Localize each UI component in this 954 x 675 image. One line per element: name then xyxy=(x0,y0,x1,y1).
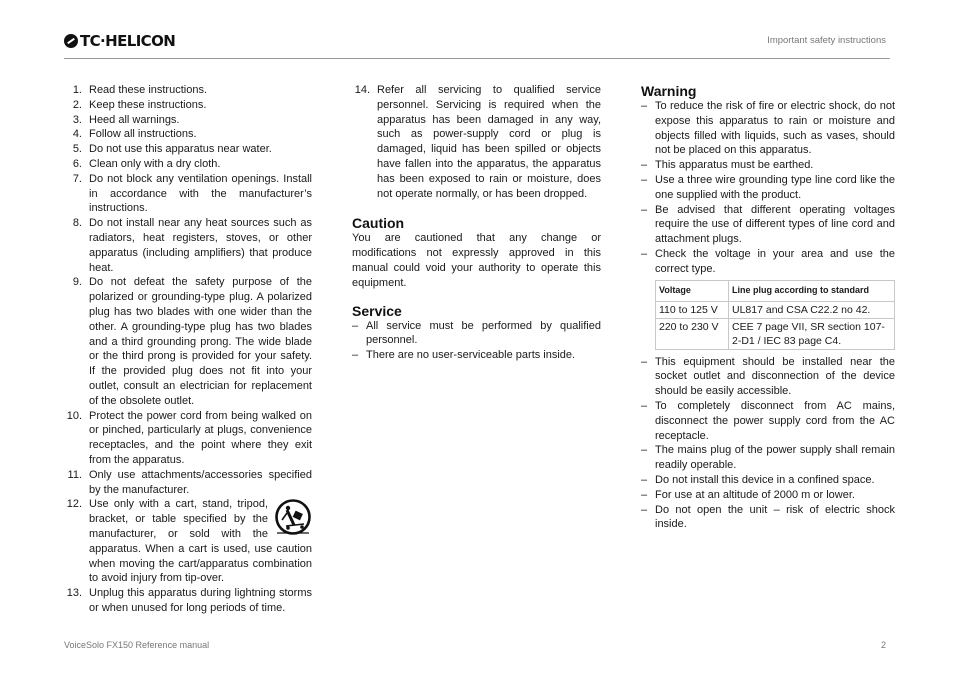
list-item: – Use a three wire grounding type line cord like the one supplied with the product. xyxy=(641,173,895,201)
instruction-number: 6. xyxy=(72,157,82,170)
instruction-number: 8. xyxy=(72,217,82,230)
warning-list xyxy=(641,99,895,277)
warning-item-text: This equipment should be installed near the socket outlet and disconnection of the device should be easily accessible. xyxy=(655,355,895,398)
instruction-item xyxy=(64,275,312,408)
instruction-item xyxy=(64,142,312,157)
instruction-item xyxy=(64,216,312,275)
instruction-item xyxy=(352,83,601,201)
list-item: – For use at an altitude of 2000 m or lower. xyxy=(641,488,895,503)
cart-tip-over-warning-icon xyxy=(274,498,312,538)
list-item: – This equipment should be installed near the socket outlet and disconnection of the device should be easily accessible. xyxy=(641,355,895,398)
list-item: – Check the voltage in your area and use the correct type. xyxy=(641,247,895,275)
table-header-row xyxy=(656,280,895,301)
instruction-text: Keep these instructions. xyxy=(89,98,207,111)
instruction-item xyxy=(64,157,312,172)
instruction-item xyxy=(64,172,312,216)
instruction-item xyxy=(64,113,312,128)
instruction-text-with-icon xyxy=(89,497,312,586)
warning-item-text: To reduce the risk of fire or electric shock, do not expose this apparatus to rain or moisture and objects filled with liquids, such as vases, should not be placed on this apparatus. xyxy=(655,100,895,157)
instruction-text: Refer all servicing to qualified service personnel. Servicing is required when the apparatus has been damaged in any way, such as power-supply cord or plug is damaged, liquid has been spilled or objects have fallen into the apparatus, the apparatus has been exposed to rain or moisture, does not operate normally, or has been dropped. xyxy=(377,84,601,200)
instructions-list-continued xyxy=(352,83,601,201)
instruction-number: 1. xyxy=(72,84,82,96)
instruction-text: Do not install near any heat sources such as radiators, heat registers, stoves, or other apparatus (including amplifiers) that produce heat. xyxy=(89,217,312,274)
instructions-column-2 xyxy=(352,83,601,363)
list-item: – This apparatus must be earthed. xyxy=(641,158,895,173)
list-item: – Be advised that different operating voltages require the use of different types of line cord and attachment plugs. xyxy=(641,203,895,246)
section-title: Important safety instructions xyxy=(767,35,886,46)
list-item: – All service must be performed by qualified personnel. xyxy=(352,319,601,347)
instruction-item xyxy=(64,586,312,616)
instruction-text: Follow all instructions. xyxy=(89,128,197,141)
warning-item-text: To completely disconnect from AC mains, disconnect the power supply cord from the AC receptacle. xyxy=(655,399,895,442)
warning-list-continued xyxy=(641,355,895,533)
list-item: – The mains plug of the power supply shall remain readily operable. xyxy=(641,444,895,472)
footer-page-number: 2 xyxy=(881,640,887,650)
instruction-text: Heed all warnings. xyxy=(89,113,180,126)
instruction-item xyxy=(64,409,312,468)
instruction-item xyxy=(64,98,312,113)
table-row xyxy=(656,318,895,349)
instruction-text: Only use attachments/accessories specified by the manufacturer. xyxy=(89,468,312,496)
service-item-text: All service must be performed by qualified personnel. xyxy=(366,319,601,347)
table-cell: 220 to 230 V xyxy=(656,318,729,349)
instruction-text: Use only with a cart, stand, tripod, bracket, or table specified by the manufacturer, or sold with the apparatus. When a cart is used, use caution when moving the cart/apparatus combination to avoid injury from tip-over. xyxy=(89,498,312,585)
instructions-column-1 xyxy=(64,83,312,616)
list-item: – There are no user-serviceable parts inside. xyxy=(352,348,601,363)
list-item: – Do not install this device in a confined space. xyxy=(641,473,895,488)
service-list xyxy=(352,319,601,363)
instruction-number: 5. xyxy=(72,143,82,156)
instruction-item xyxy=(64,83,312,98)
instruction-text: Unplug this apparatus during lightning storms or when unused for long periods of time. xyxy=(89,587,312,614)
warning-item-text: This apparatus must be earthed. xyxy=(655,159,814,172)
table-cell: CEE 7 page VII, SR section 107-2-D1 / IEC 83 page C4. xyxy=(729,318,895,349)
instruction-text: Read these instructions. xyxy=(89,84,208,96)
warning-column xyxy=(641,83,895,532)
table-cell: 110 to 125 V xyxy=(656,301,729,318)
caution-heading: Caution xyxy=(352,215,405,232)
instruction-item xyxy=(64,497,312,586)
table-row xyxy=(656,301,895,318)
footer-manual-title: VoiceSolo FX150 Reference manual xyxy=(64,640,210,650)
table-header-voltage: Voltage xyxy=(656,280,729,301)
warning-item-text: Check the voltage in your area and use the correct type. xyxy=(655,247,895,275)
instruction-text: Do not use this apparatus near water. xyxy=(89,143,272,156)
tc-helicon-logo-icon xyxy=(64,34,78,48)
instruction-number: 14. xyxy=(354,84,370,96)
instruction-number: 7. xyxy=(72,172,82,185)
instruction-item xyxy=(64,127,312,142)
instruction-number: 11. xyxy=(67,468,82,481)
service-heading: Service xyxy=(352,302,402,319)
instruction-text: Clean only with a dry cloth. xyxy=(89,157,221,170)
list-item: – Do not open the unit – risk of electric shock inside. xyxy=(641,503,895,531)
warning-item-text: For use at an altitude of 2000 m or lower. xyxy=(655,488,855,501)
warning-item-text: Use a three wire grounding type line cord like the one supplied with the product. xyxy=(655,173,895,201)
table-cell: UL817 and CSA C22.2 no 42. xyxy=(729,301,895,318)
page-header xyxy=(64,30,890,59)
instructions-list xyxy=(64,83,312,616)
instruction-item xyxy=(64,468,312,498)
instruction-number: 2. xyxy=(72,98,82,111)
warning-item-text: Do not open the unit – risk of electric shock inside. xyxy=(655,503,895,531)
instruction-number: 13. xyxy=(66,587,82,600)
warning-item-text: Do not install this device in a confined space. xyxy=(655,473,875,486)
instruction-text: Protect the power cord from being walked on or pinched, particularly at plugs, convenience receptacles, and the point where they exit from the apparatus. xyxy=(89,409,312,466)
table-header-line-plug: Line plug according to standard xyxy=(729,280,895,301)
instruction-number: 3. xyxy=(72,113,82,126)
instruction-number: 4. xyxy=(72,128,82,141)
voltage-plug-table xyxy=(655,280,895,350)
tc-helicon-logo xyxy=(64,31,175,51)
warning-heading: Warning xyxy=(641,83,697,99)
instruction-number: 9. xyxy=(72,276,82,289)
instruction-text: Do not block any ventilation openings. Install in accordance with the manufacturer’s instructions. xyxy=(89,172,312,215)
warning-item-text: The mains plug of the power supply shall remain readily operable. xyxy=(655,444,895,472)
list-item: – To completely disconnect from AC mains, disconnect the power supply cord from the AC receptacle. xyxy=(641,399,895,442)
instruction-number: 12. xyxy=(66,498,82,511)
instruction-number: 10. xyxy=(66,409,82,422)
warning-item-text: Be advised that different operating voltages require the use of different types of line cord and attachment plugs. xyxy=(655,203,895,246)
list-item: – To reduce the risk of fire or electric shock, do not expose this apparatus to rain or moisture and objects filled with liquids, such as vases, should not be placed on this apparatus. xyxy=(641,100,895,157)
logo-text: TC·HELICON xyxy=(80,32,176,50)
service-item-text: There are no user-serviceable parts inside. xyxy=(366,349,576,362)
instruction-text: Do not defeat the safety purpose of the polarized or grounding-type plug. A polarized plug has two blades with one wider than the other. A grounding-type plug has two blades and a third grounding prong. The wide blade or the third prong is provided for your safety. If the provided plug does not fit into your outlet, consult an electrician for replacement of the obsolete outlet. xyxy=(89,276,312,407)
caution-text: You are cautioned that any change or modifications not expressly approved in this manual could void your authority to operate this equipment. xyxy=(352,232,601,289)
